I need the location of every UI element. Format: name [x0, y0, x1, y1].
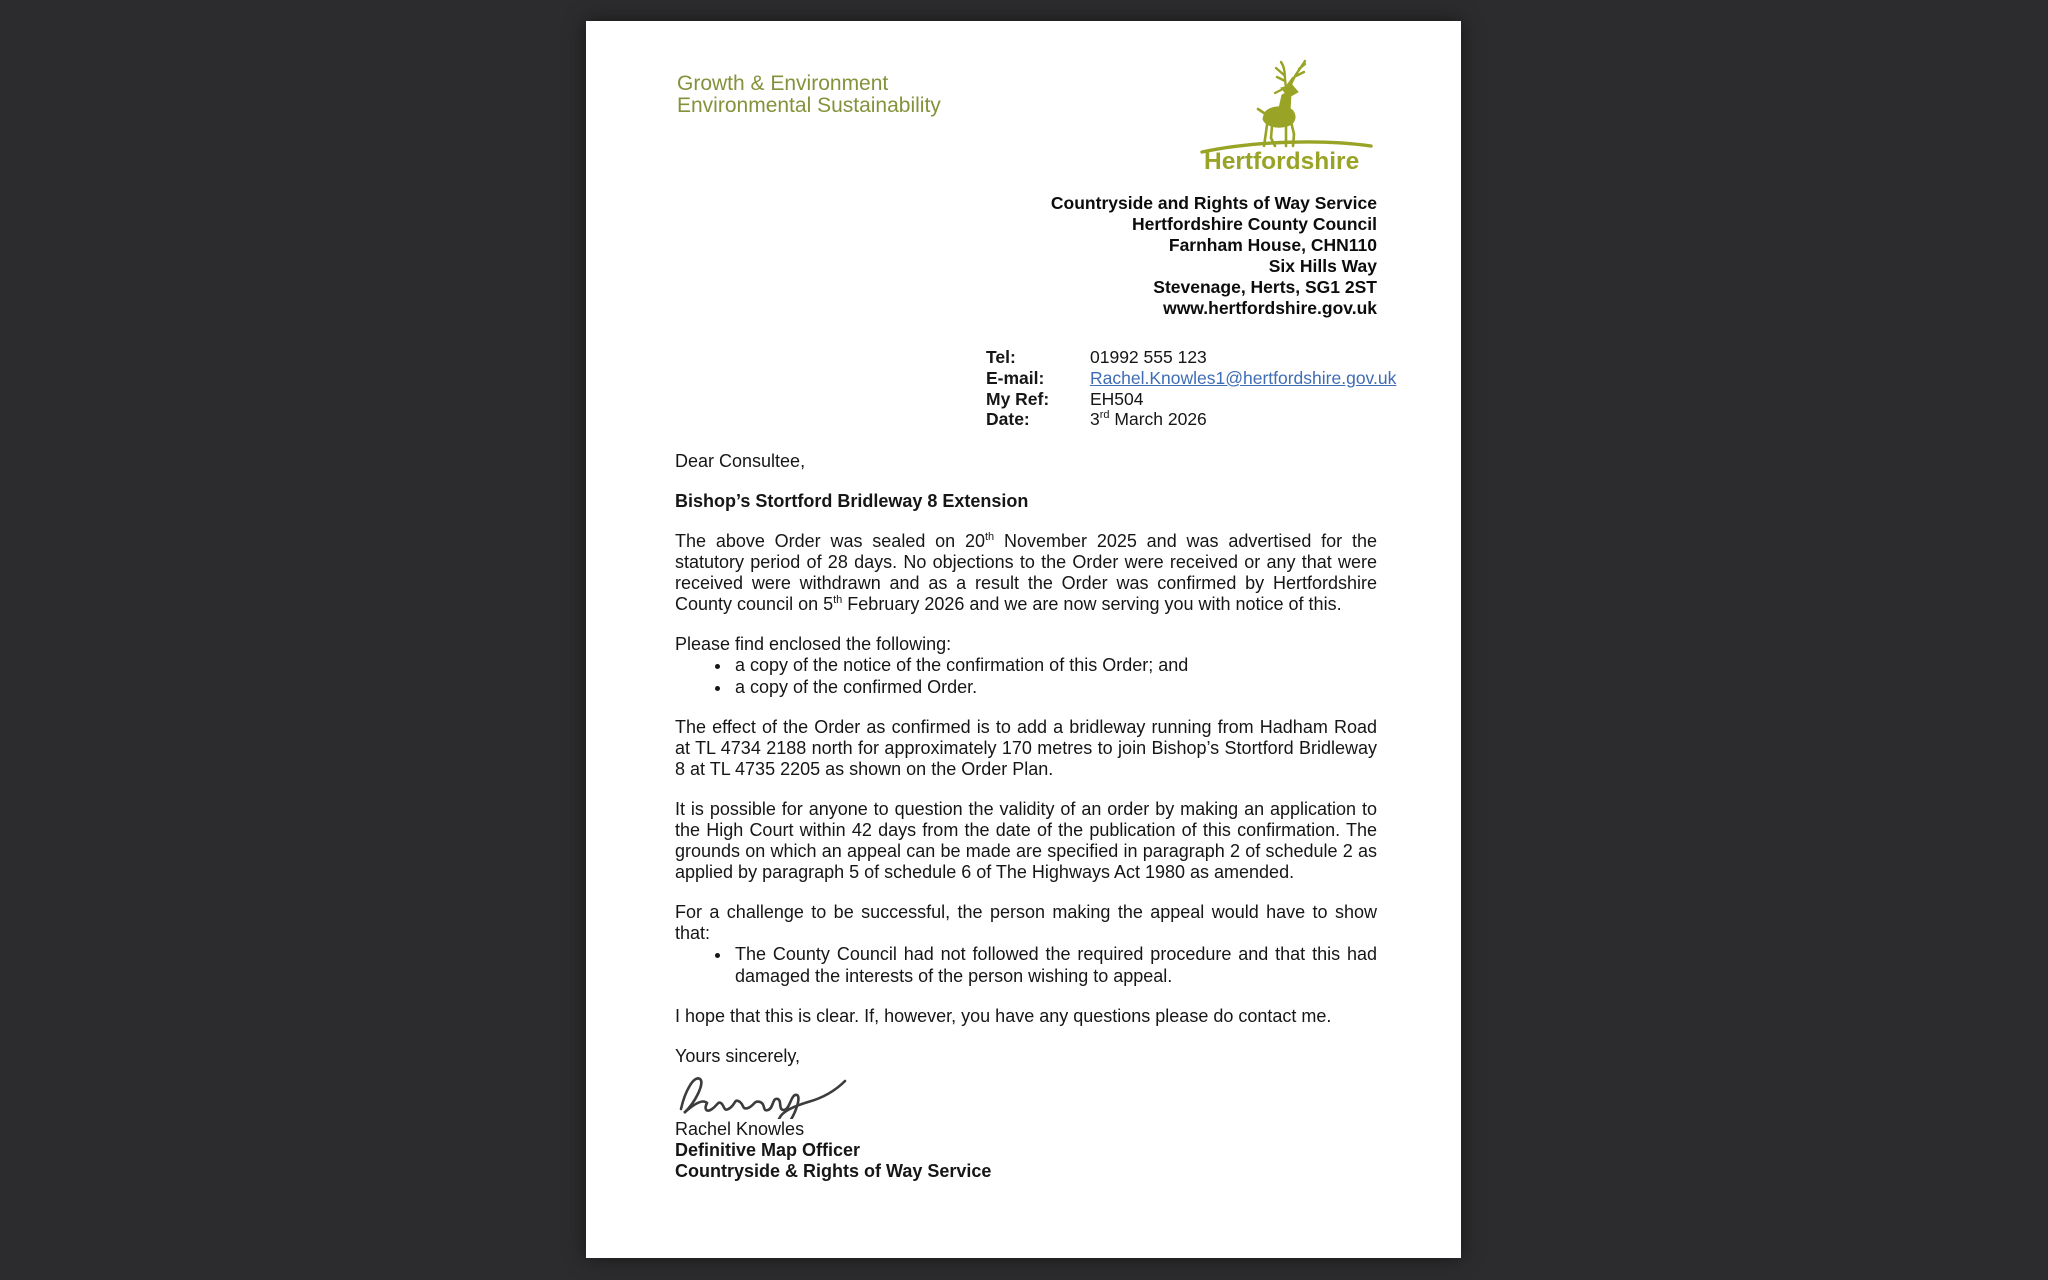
address-line: Farnham House, CHN110	[1168, 235, 1377, 255]
address-line: Six Hills Way	[1268, 256, 1377, 276]
contact-row	[986, 347, 1396, 368]
contact-value: 3rd March 2026	[1090, 409, 1207, 430]
letter-paragraph: Please find enclosed the following:	[675, 634, 952, 654]
subject-line: Bishop’s Stortford Bridleway 8 Extension	[675, 491, 1029, 511]
closing-line: Yours sincerely,	[675, 1046, 801, 1066]
contact-label: Tel:	[986, 347, 1016, 367]
bullet-list	[675, 655, 1377, 698]
signatory-name: Rachel Knowles	[675, 1119, 805, 1139]
letter-paragraphs	[675, 531, 1377, 1027]
signoff-block	[675, 1046, 1377, 1182]
address-line: www.hertfordshire.gov.uk	[1163, 298, 1377, 318]
contact-label: E-mail:	[986, 367, 1045, 388]
letter-body	[675, 451, 1377, 1182]
letter-paragraph: It is possible for anyone to question the validity of an order by making an application to the High Court within 42 days from the date of the publication of this confirmation. The grounds on which an appeal can be made are specified in paragraph 2 of schedule 2 as applied by paragraph 5 of schedule 6 of The Highways Act 1980 as amended.	[675, 799, 1377, 882]
contact-block	[986, 347, 1396, 430]
letter-paragraph: The above Order was sealed on 20th November 2025 and was advertised for the statutory period of 28 days. No objections to the Order were received or any that were received were withdrawn and as a result the Order was confirmed by Hertfordshire County council on 5th February 2026 and we are now serving you with notice of this.	[675, 531, 1378, 614]
stag-icon	[1258, 61, 1305, 146]
email-link[interactable]: Rachel.Knowles1@hertfordshire.gov.uk	[1090, 367, 1397, 388]
signature-image	[675, 1069, 1377, 1119]
contact-value: 01992 555 123	[1090, 347, 1207, 367]
contact-label: Date:	[986, 409, 1030, 430]
address-block	[1051, 193, 1377, 319]
salutation: Dear Consultee,	[675, 451, 806, 471]
contact-row	[986, 409, 1396, 430]
address-line: Stevenage, Herts, SG1 2ST	[1153, 277, 1377, 297]
hertfordshire-logo	[1198, 59, 1376, 175]
contact-row	[986, 389, 1396, 410]
logo-wordmark: Hertfordshire	[1204, 148, 1360, 175]
list-item: • The County Council had not followed the required procedure and that this had damaged the interests of the person wishing to appeal.	[732, 944, 1377, 987]
contact-label: My Ref:	[986, 388, 1050, 409]
letter-paragraph: The effect of the Order as confirmed is to add a bridleway running from Hadham Road at TL 4734 2188 north for approximately 170 metres to join Bishop’s Stortford Bridleway 8 at TL 4735 2205 as shown on the Order Plan.	[675, 717, 1377, 779]
bullet-list	[675, 944, 1377, 987]
letter-paragraph: For a challenge to be successful, the person making the appeal would have to show that:	[675, 902, 1377, 943]
list-item: • a copy of the notice of the confirmation of this Order; and	[732, 655, 1377, 677]
contact-row	[986, 368, 1396, 389]
letterhead-department	[677, 73, 941, 117]
letter-paragraph: I hope that this is clear. If, however, you have any questions please do contact me.	[675, 1006, 1332, 1026]
address-line: Hertfordshire County Council	[1131, 214, 1377, 234]
dept-line-1: Growth & Environment	[677, 72, 889, 95]
list-item: • a copy of the confirmed Order.	[732, 677, 1377, 699]
signatory-title: Definitive Map Officer	[675, 1140, 861, 1160]
address-line: Countryside and Rights of Way Service	[1050, 193, 1377, 213]
letter-page	[586, 21, 1461, 1258]
signatory-service: Countryside & Rights of Way Service	[675, 1161, 992, 1181]
dept-line-2: Environmental Sustainability	[677, 94, 941, 117]
contact-value: EH504	[1090, 388, 1144, 409]
